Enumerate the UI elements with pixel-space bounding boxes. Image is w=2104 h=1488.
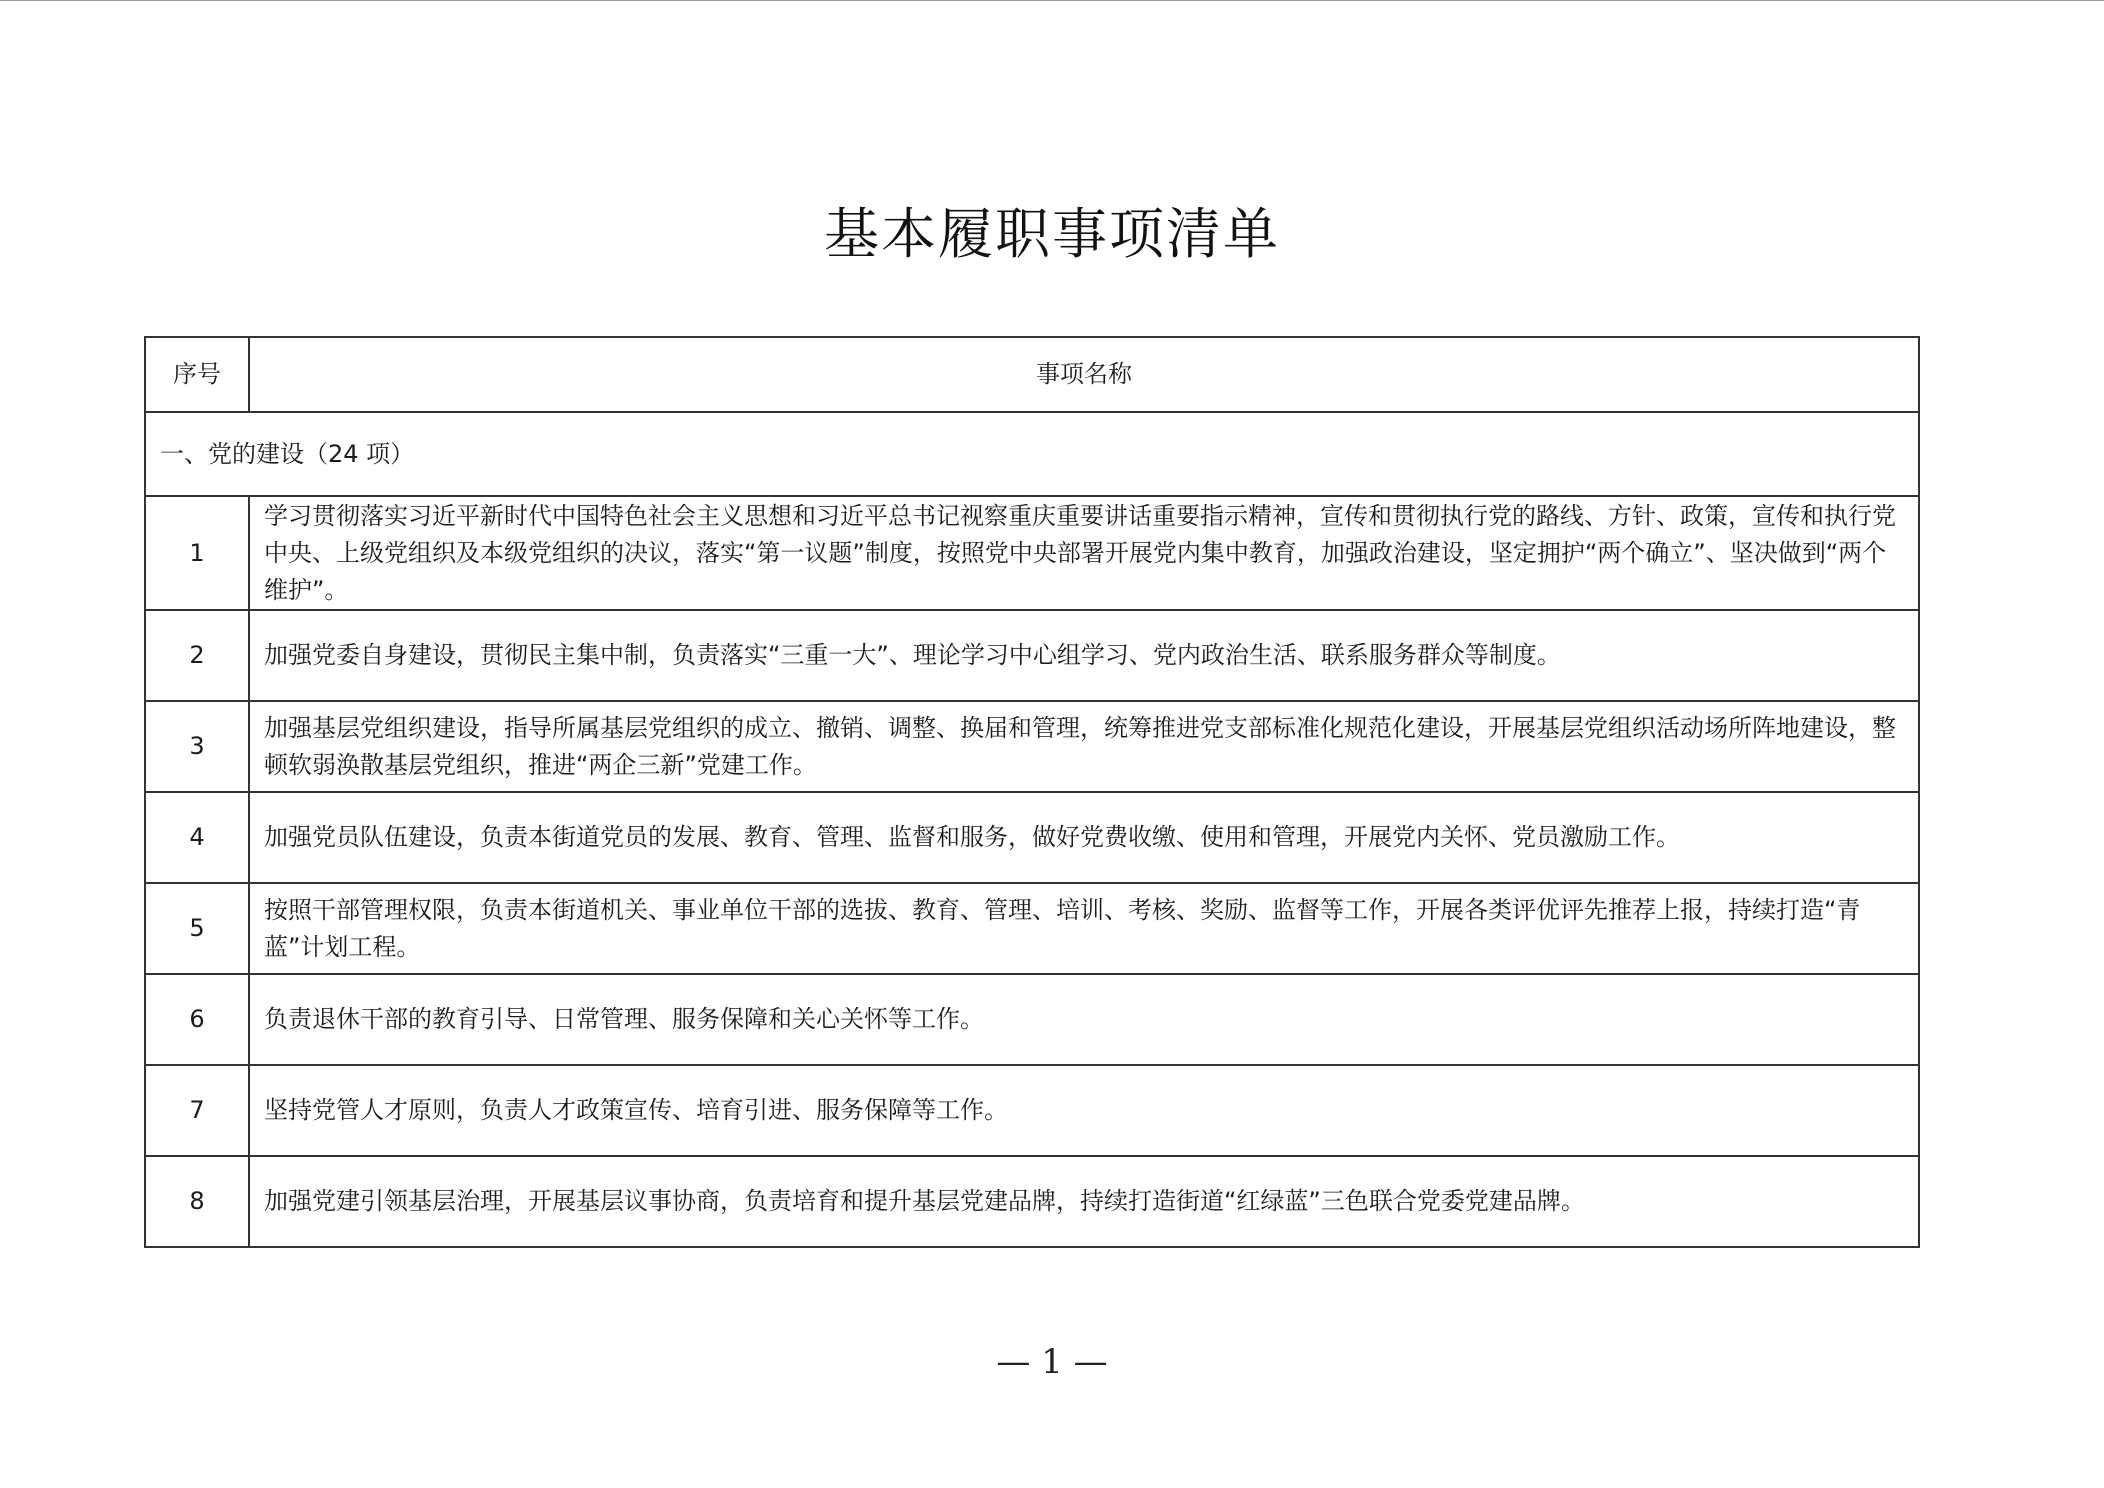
row-index: 4 bbox=[145, 792, 249, 883]
row-matter-text: 加强基层党组织建设，指导所属基层党组织的成立、撤销、调整、换届和管理，统筹推进党支部标准化规范化建设，开展基层党组织活动场所阵地建设，整顿软弱涣散基层党组织，推进“两企三新”党建工作。 bbox=[249, 701, 1919, 792]
table-row bbox=[145, 701, 1919, 792]
table-row bbox=[145, 974, 1919, 1065]
row-index: 8 bbox=[145, 1156, 249, 1247]
table-row bbox=[145, 1065, 1919, 1156]
row-index: 6 bbox=[145, 974, 249, 1065]
row-matter-text: 按照干部管理权限，负责本街道机关、事业单位干部的选拔、教育、管理、培训、考核、奖励、监督等工作，开展各类评优评先推荐上报，持续打造“青蓝”计划工程。 bbox=[249, 883, 1919, 974]
table-row bbox=[145, 496, 1919, 610]
row-index: 7 bbox=[145, 1065, 249, 1156]
page-top-border bbox=[0, 0, 2104, 1]
row-matter-text: 坚持党管人才原则，负责人才政策宣传、培育引进、服务保障等工作。 bbox=[249, 1065, 1919, 1156]
row-matter-text: 加强党委自身建设，贯彻民主集中制，负责落实“三重一大”、理论学习中心组学习、党内政治生活、联系服务群众等制度。 bbox=[249, 610, 1919, 701]
section-heading: 一、党的建设（24 项） bbox=[145, 412, 1919, 496]
table-row bbox=[145, 610, 1919, 701]
table-header-row bbox=[145, 337, 1919, 412]
section-row bbox=[145, 412, 1919, 496]
page-number: — 1 — bbox=[996, 1342, 1108, 1382]
row-index: 3 bbox=[145, 701, 249, 792]
row-matter-text: 加强党员队伍建设，负责本街道党员的发展、教育、管理、监督和服务，做好党费收缴、使用和管理，开展党内关怀、党员激励工作。 bbox=[249, 792, 1919, 883]
header-index: 序号 bbox=[145, 337, 249, 412]
row-index: 2 bbox=[145, 610, 249, 701]
table-row bbox=[145, 883, 1919, 974]
row-matter-text: 学习贯彻落实习近平新时代中国特色社会主义思想和习近平总书记视察重庆重要讲话重要指示精神，宣传和贯彻执行党的路线、方针、政策，宣传和执行党中央、上级党组织及本级党组织的决议，落实“第一议题”制度，按照党中央部署开展党内集中教育，加强政治建设，坚定拥护“两个确立”、坚决做到“两个维护”。 bbox=[249, 496, 1919, 610]
row-index: 5 bbox=[145, 883, 249, 974]
duty-matters-table bbox=[144, 336, 1920, 1248]
document-title: 基本履职事项清单 bbox=[823, 202, 1280, 266]
table-row bbox=[145, 792, 1919, 883]
row-matter-text: 加强党建引领基层治理，开展基层议事协商，负责培育和提升基层党建品牌，持续打造街道“红绿蓝”三色联合党委党建品牌。 bbox=[249, 1156, 1919, 1247]
row-index: 1 bbox=[145, 496, 249, 610]
header-matter-name: 事项名称 bbox=[249, 337, 1919, 412]
row-matter-text: 负责退休干部的教育引导、日常管理、服务保障和关心关怀等工作。 bbox=[249, 974, 1919, 1065]
table-row bbox=[145, 1156, 1919, 1247]
